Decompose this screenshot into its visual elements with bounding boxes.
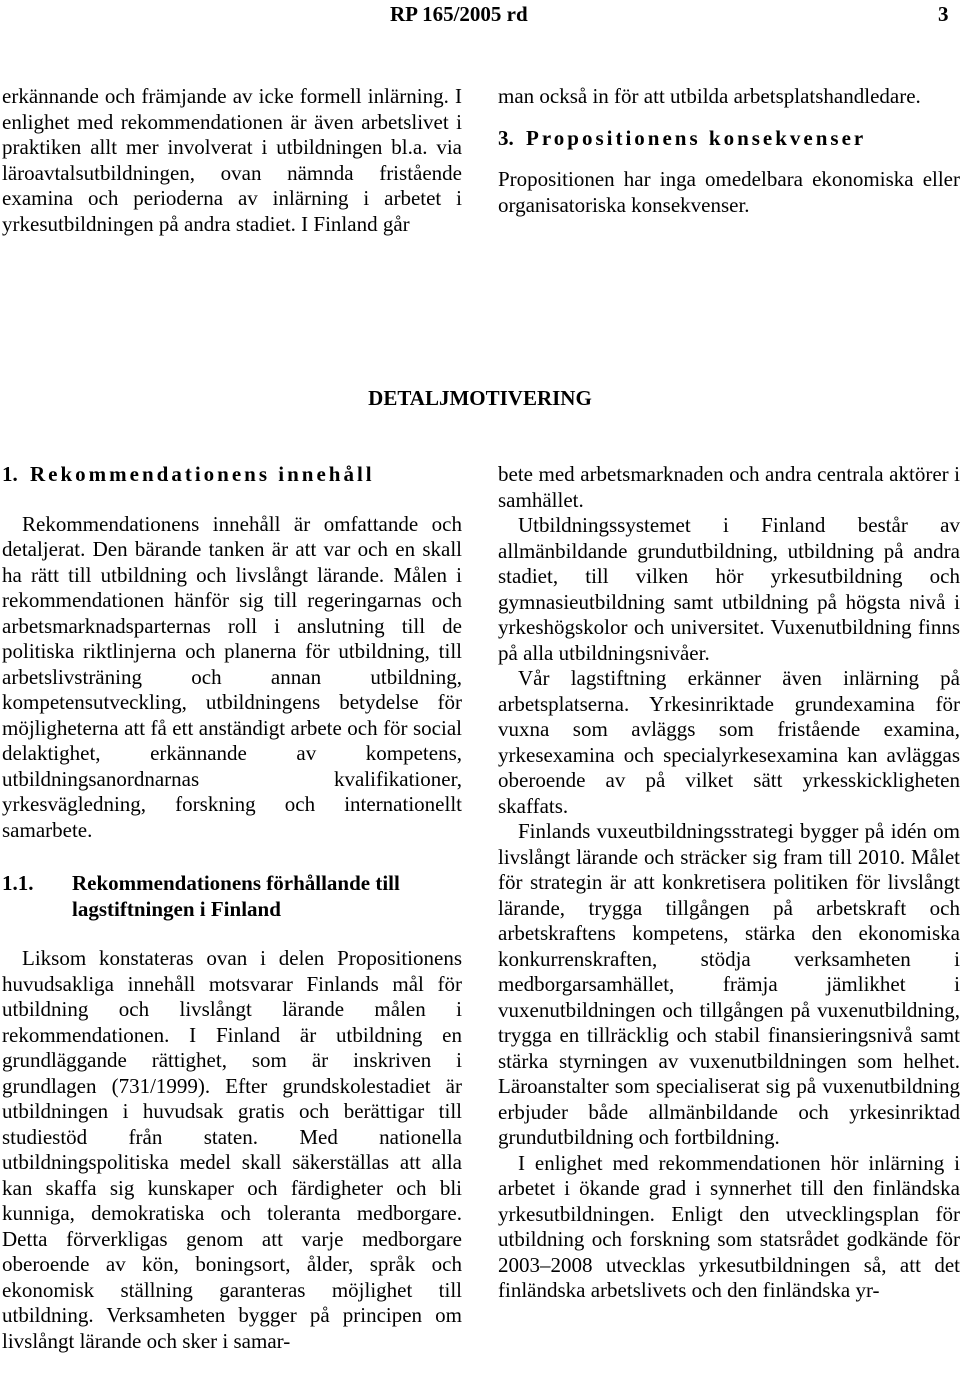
paragraph: erkännande och främjande av icke formell inlärning. I enlighet med rekommendationen är även arbetslivet i praktiken allt mer involverat i utbildningen bl.a. via läroavtalsutbildningen, ovan nämnda fristående examina och perioderna av inlärning i arbetet i yrkesutbildningen på andra stadiet. I Finland går [2,84,462,236]
paragraph: I enlighet med rekommendationen hör inlärning i arbetet i ökande grad i synnerhet till den finländska yrkesutbildningen. Enligt den utvecklingsplan för utbildning och forskning som statsrådet godkände för 2003–2008 utvecklas yrkesutbildningen så, att det finländska arbetslivets och den finländska yr- [498,1150,960,1302]
subsection-heading-1-1 [2,871,462,922]
page-title: DETALJMOTIVERING [368,386,592,410]
subsection-number: 1.1. [2,871,34,895]
page-header [0,0,960,30]
page-number: 3 [938,2,949,26]
paragraph: Rekommendationens innehåll är omfattande och detaljerat. Den bärande tanken är att var och en skall ha rätt till utbildning och livslångt lärande. Målen i rekommendationen hänför sig till regeringarnas och arbetsmarknadsparternas roll i anslutning till de politiska riktlinjerna och planerna för utbildning, till arbetslivsträning och annan utbildning, kompetensutveckling, utbildningens betydelse för möjligheterna att få ett anständigt arbete och för social delaktighet, erkännande av kompetens, utbildningsanordnarnas kvalifikationer, yrkesvägledning, forskning och internationellt samarbete. [2,511,462,842]
paragraph: Utbildningssystemet i Finland består av allmänbildande grundutbildning, utbildning på andra stadiet, till vilken hör yrkesutbildning och gymnasieutbildning samt utbildning på högsta nivå i yrkeshögskolor och universitet. Vuxenutbildning finns på alla utbildningsnivåer. [498,513,960,665]
paragraph: Propositionen har inga omedelbara ekonomiska eller organisatoriska konsekvenser. [498,167,960,217]
section-heading-3 [498,126,960,152]
section-heading-1 [2,462,462,488]
paragraph: Finlands vuxeutbildningsstrategi bygger på idén om livslångt lärande och sträcker sig fram till 2010. Målet för strategin är att konkretisera politiken för livslångt lärande, trygga tillgången på arbetskraft och arbetskraftens kompetens, stärka den ekonomiska konkurrenskraften, stödja verksamheten i medborgarsamhället, främja jämlikhet i vuxenutbildningen och tillgången på vuxenutbildning, trygga en tillräcklig och stabil finansieringsnivå samt stärka styrningen av vuxenutbildningen som helhet. Läroanstalter som specialiserat sig på vuxenutbildning erbjuder både allmänbildande och yrkesinriktad grundutbildning och fortbildning. [498,819,960,1149]
bottom-left-column [2,462,462,1354]
section-title: Propositionens konsekvenser [526,125,867,150]
paragraph: man också in för att utbilda arbetsplatshandledare. [498,84,921,108]
subsection-title: Rekommendationens förhållande till lagstiftningen i Finland [72,871,400,921]
section-title: Rekommendationens innehåll [30,462,375,486]
section-number: 1. [2,462,18,486]
top-left-column [2,84,462,237]
paragraph: Vår lagstiftning erkänner även inlärning på arbetsplatserna. Yrkesinriktade grundexamina för vuxna som avläggs som fristående examina, yrkesexamina och specialyrkesexamina kan avläggas oberoende av på vilket sätt yrkesskickligheten skaffats. [498,666,960,818]
top-right-column [498,84,960,218]
bottom-right-column [498,462,960,1304]
paragraph: bete med arbetsmarknaden och andra centrala aktörer i samhället. [498,462,960,512]
section-number: 3. [498,125,514,150]
paragraph: Liksom konstateras ovan i delen Propositionens huvudsakliga innehåll motsvarar Finlands mål för utbildning och livslångt lärande målen i rekommendationen. I Finland är utbildning en grundläggande rättighet, som är inskriven i grundlagen (731/1999). Efter grundskolestadiet är utbildningen i huvudsak gratis och berättigar till studiestöd från staten. Med nationella utbildningspolitiska medel skall säkerställas att alla kan skaffa sig kunskaper och färdigheter och bli kunniga, demokratiska och toleranta medborgare. Detta förverkligas genom att varje medborgare oberoende av kön, boningsort, ålder, språk och ekonomisk ställning garanteras möjlighet till utbildning. Verksamheten bygger på principen om livslångt lärande och sker i samar- [2,946,462,1353]
document-id: RP 165/2005 rd [390,2,528,26]
